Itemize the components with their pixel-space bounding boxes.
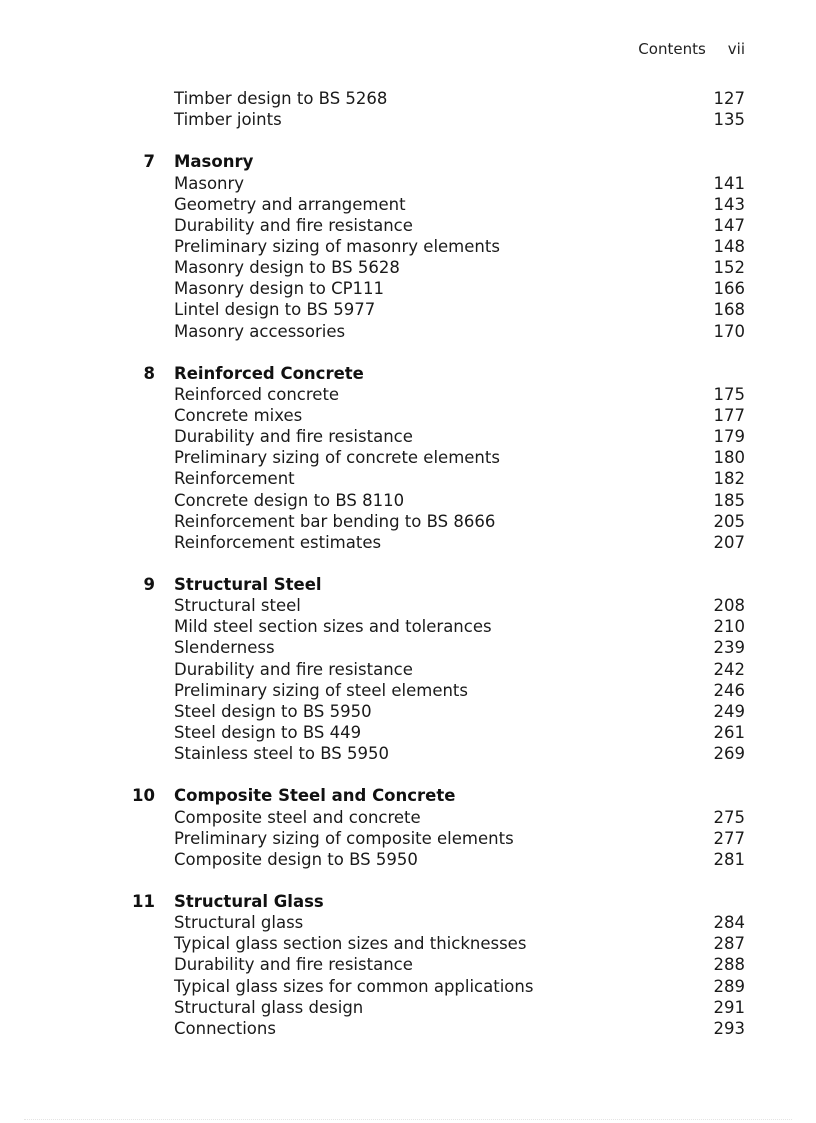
toc-entry[interactable]	[174, 954, 745, 975]
toc-entry[interactable]	[174, 511, 745, 532]
toc-entry[interactable]	[174, 807, 745, 828]
toc-entry-page: 152	[713, 258, 745, 278]
toc-entry-page: 291	[713, 997, 745, 1017]
toc-entry-page: 208	[713, 596, 745, 616]
toc-entry-page: 148	[713, 236, 745, 256]
toc-entry-label: Masonry accessories	[174, 321, 346, 341]
toc-entry[interactable]	[174, 1018, 745, 1039]
chapter-title: Structural Steel	[174, 575, 322, 594]
toc-entry-label: Durability and fire resistance	[174, 659, 413, 679]
toc-entry-label: Durability and fire resistance	[174, 215, 413, 235]
toc-entry[interactable]	[174, 173, 745, 194]
toc-entry-page: 127	[713, 89, 745, 108]
toc-entry-label: Preliminary sizing of masonry elements	[174, 236, 500, 256]
toc-entry-label: Slenderness	[174, 638, 275, 658]
toc-entry-label: Steel design to BS 5950	[174, 701, 372, 721]
toc-entry-page: 147	[713, 215, 745, 235]
toc-entry[interactable]	[174, 215, 745, 236]
toc-entry-page: 281	[713, 849, 745, 869]
toc-entry[interactable]	[174, 278, 745, 299]
toc-entry-page: 143	[713, 194, 745, 214]
toc-entry-label: Structural glass design	[174, 997, 364, 1017]
toc-entry-label: Geometry and arrangement	[174, 194, 406, 214]
toc-entry-label: Structural steel	[174, 596, 301, 616]
chapter-title: Reinforced Concrete	[174, 363, 364, 383]
toc-entry-label: Timber design to BS 5268	[174, 89, 388, 108]
chapter-number: 10	[132, 786, 155, 806]
toc-entry[interactable]	[174, 447, 745, 468]
toc-entry-label: Typical glass section sizes and thicknesses	[174, 934, 527, 954]
toc-entry-label: Preliminary sizing of steel elements	[174, 680, 469, 700]
toc-entry-label: Composite steel and concrete	[174, 807, 421, 827]
toc-entry-page: 239	[713, 638, 745, 658]
toc-entry[interactable]	[174, 405, 745, 426]
toc-entry-page: 242	[713, 659, 745, 679]
toc-entry-label: Reinforcement	[174, 469, 295, 489]
toc-entry-label: Preliminary sizing of concrete elements	[174, 448, 500, 468]
toc-entry-page: 205	[713, 511, 745, 531]
toc-entry[interactable]	[174, 321, 745, 342]
toc-entry-page: 210	[713, 617, 745, 637]
toc-entry-page: 180	[713, 448, 745, 468]
toc-entry-page: 182	[713, 469, 745, 489]
toc-entry-label: Reinforcement bar bending to BS 8666	[174, 511, 496, 531]
toc-entry-label: Concrete design to BS 8110	[174, 490, 405, 510]
toc-entry-page: 246	[713, 680, 745, 700]
folio: vii	[727, 40, 745, 58]
toc-entry-label: Stainless steel to BS 5950	[174, 744, 390, 764]
toc-entry-page: 277	[713, 828, 745, 848]
chapter-number: 9	[143, 575, 155, 594]
toc-entry-page: 249	[713, 701, 745, 721]
toc-entry[interactable]	[174, 299, 745, 320]
toc-entry-page: 293	[713, 1018, 745, 1038]
toc-entry-page: 177	[713, 405, 745, 425]
toc-entry[interactable]	[174, 997, 745, 1018]
toc-entry-label: Durability and fire resistance	[174, 427, 413, 447]
toc-entry-page: 287	[713, 934, 745, 954]
toc-entry[interactable]	[174, 680, 745, 701]
toc-entry[interactable]	[174, 468, 745, 489]
toc-entry[interactable]	[174, 236, 745, 257]
toc-entry-label: Structural glass	[174, 913, 304, 933]
toc-entry[interactable]	[174, 384, 745, 405]
toc-entry-label: Connections	[174, 1018, 276, 1038]
toc-entry-page: 168	[713, 300, 745, 320]
running-head	[638, 40, 745, 58]
toc-entry-label: Concrete mixes	[174, 405, 303, 425]
toc-entry[interactable]	[174, 88, 745, 109]
toc-entry-label: Durability and fire resistance	[174, 955, 413, 975]
toc-entry[interactable]	[174, 194, 745, 215]
toc-entry[interactable]	[174, 616, 745, 637]
toc-entry[interactable]	[174, 595, 745, 616]
toc-entry-label: Timber joints	[174, 110, 282, 130]
toc-entry-page: 275	[713, 807, 745, 827]
chapter-title: Structural Glass	[174, 891, 324, 911]
toc-entry[interactable]	[174, 109, 745, 130]
toc-entry-page: 179	[713, 427, 745, 447]
toc-entry[interactable]	[174, 743, 745, 764]
toc-entry[interactable]	[174, 912, 745, 933]
toc-entry-page: 289	[713, 976, 745, 996]
toc-entry[interactable]	[174, 722, 745, 743]
chapter-number: 8	[143, 363, 155, 383]
chapter-title: Masonry	[174, 152, 254, 172]
toc-entry-page: 288	[713, 955, 745, 975]
toc-entry-page: 284	[713, 913, 745, 933]
toc-entry[interactable]	[174, 532, 745, 553]
toc-entry-page: 135	[713, 110, 745, 130]
toc-entry[interactable]	[174, 490, 745, 511]
toc-entry-page: 141	[713, 173, 745, 193]
toc-entry-page: 166	[713, 279, 745, 299]
toc-entry-page: 207	[713, 532, 745, 552]
page-bottom-edge	[24, 1119, 792, 1120]
running-head-title: Contents	[638, 40, 706, 58]
toc-entry-label: Steel design to BS 449	[174, 723, 362, 742]
toc-entry[interactable]	[174, 933, 745, 954]
toc-entry[interactable]	[174, 257, 745, 278]
toc-entry-page: 175	[713, 384, 745, 404]
toc-entry[interactable]	[174, 976, 745, 997]
toc-entry[interactable]	[174, 426, 745, 447]
toc-entry[interactable]	[174, 659, 745, 680]
chapter-number: 7	[143, 152, 155, 172]
toc-entry-page: 185	[713, 490, 745, 510]
toc-entry[interactable]	[174, 637, 745, 658]
toc-entry-label: Masonry design to CP111	[174, 279, 385, 299]
toc-entry-page: 269	[713, 744, 745, 764]
toc-entry-label: Preliminary sizing of composite elements	[174, 828, 514, 848]
toc-entry-label: Reinforcement estimates	[174, 532, 382, 552]
toc-entry-label: Typical glass sizes for common applications	[174, 976, 534, 996]
toc-entry-label: Reinforced concrete	[174, 384, 340, 404]
toc-entry-page: 170	[713, 321, 745, 341]
toc-entry-label: Masonry design to BS 5628	[174, 258, 400, 278]
toc-entry-page: 261	[713, 723, 745, 742]
toc-entry[interactable]	[174, 828, 745, 849]
toc-entry-label: Composite design to BS 5950	[174, 849, 418, 869]
toc-entry[interactable]	[174, 849, 745, 870]
toc-entry[interactable]	[174, 701, 745, 722]
toc-entry-label: Masonry	[174, 173, 245, 193]
chapter-title: Composite Steel and Concrete	[174, 786, 456, 806]
toc-entry-label: Lintel design to BS 5977	[174, 300, 376, 320]
chapter-number: 11	[132, 891, 155, 911]
toc-entry-label: Mild steel section sizes and tolerances	[174, 617, 492, 637]
